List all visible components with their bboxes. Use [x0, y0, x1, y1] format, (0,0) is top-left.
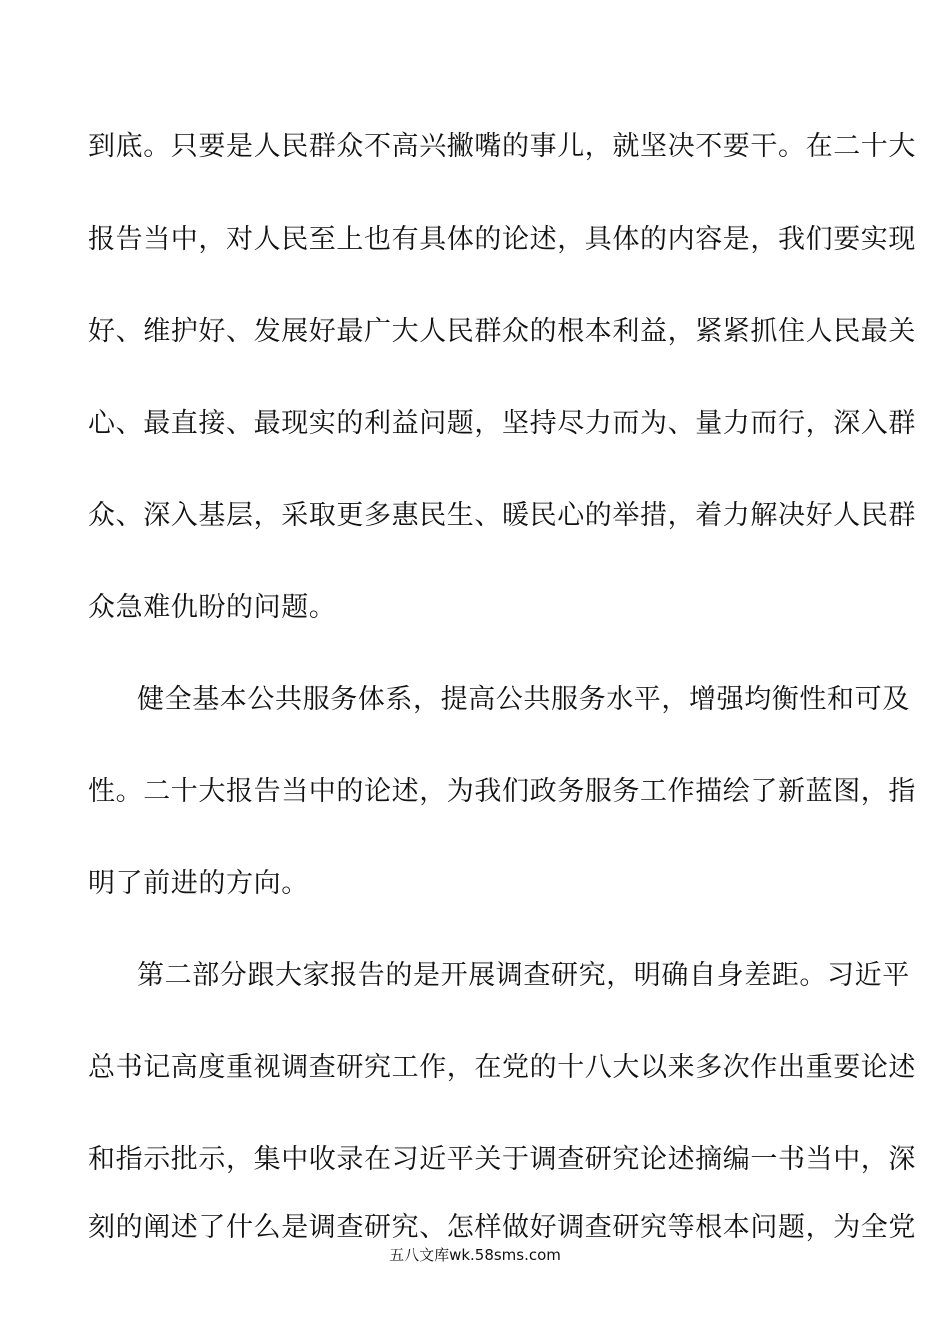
text-line: 总书记高度重视调查研究工作，在党的十八大以来多次作出重要论述: [88, 1052, 916, 1083]
text-line: 众急难仇盼的问题。: [88, 592, 337, 623]
text-line: 和指示批示，集中收录在习近平关于调查研究论述摘编一书当中，深: [88, 1144, 916, 1175]
text-line: 性。二十大报告当中的论述，为我们政务服务工作描绘了新蓝图，指: [88, 776, 916, 807]
text-line: 报告当中，对人民至上也有具体的论述，具体的内容是，我们要实现: [88, 224, 916, 255]
paragraph-first-line: 健全基本公共服务体系，提高公共服务水平，增强均衡性和可及: [137, 684, 910, 715]
text-line: 心、最直接、最现实的利益问题，坚持尽力而为、量力而行，深入群: [88, 408, 916, 439]
paragraph-first-line: 第二部分跟大家报告的是开展调查研究，明确自身差距。习近平: [137, 960, 910, 991]
text-line: 刻的阐述了什么是调查研究、怎样做好调查研究等根本问题，为全党: [88, 1212, 916, 1243]
text-line: 明了前进的方向。: [88, 868, 309, 899]
page-footer: 五八文库wk.58sms.com: [389, 1246, 561, 1264]
text-line: 众、深入基层，采取更多惠民生、暖民心的举措，着力解决好人民群: [88, 500, 916, 531]
text-line: 到底。只要是人民群众不高兴撇嘴的事儿，就坚决不要干。在二十大: [88, 131, 916, 162]
text-line: 好、维护好、发展好最广大人民群众的根本利益，紧紧抓住人民最关: [88, 316, 916, 347]
